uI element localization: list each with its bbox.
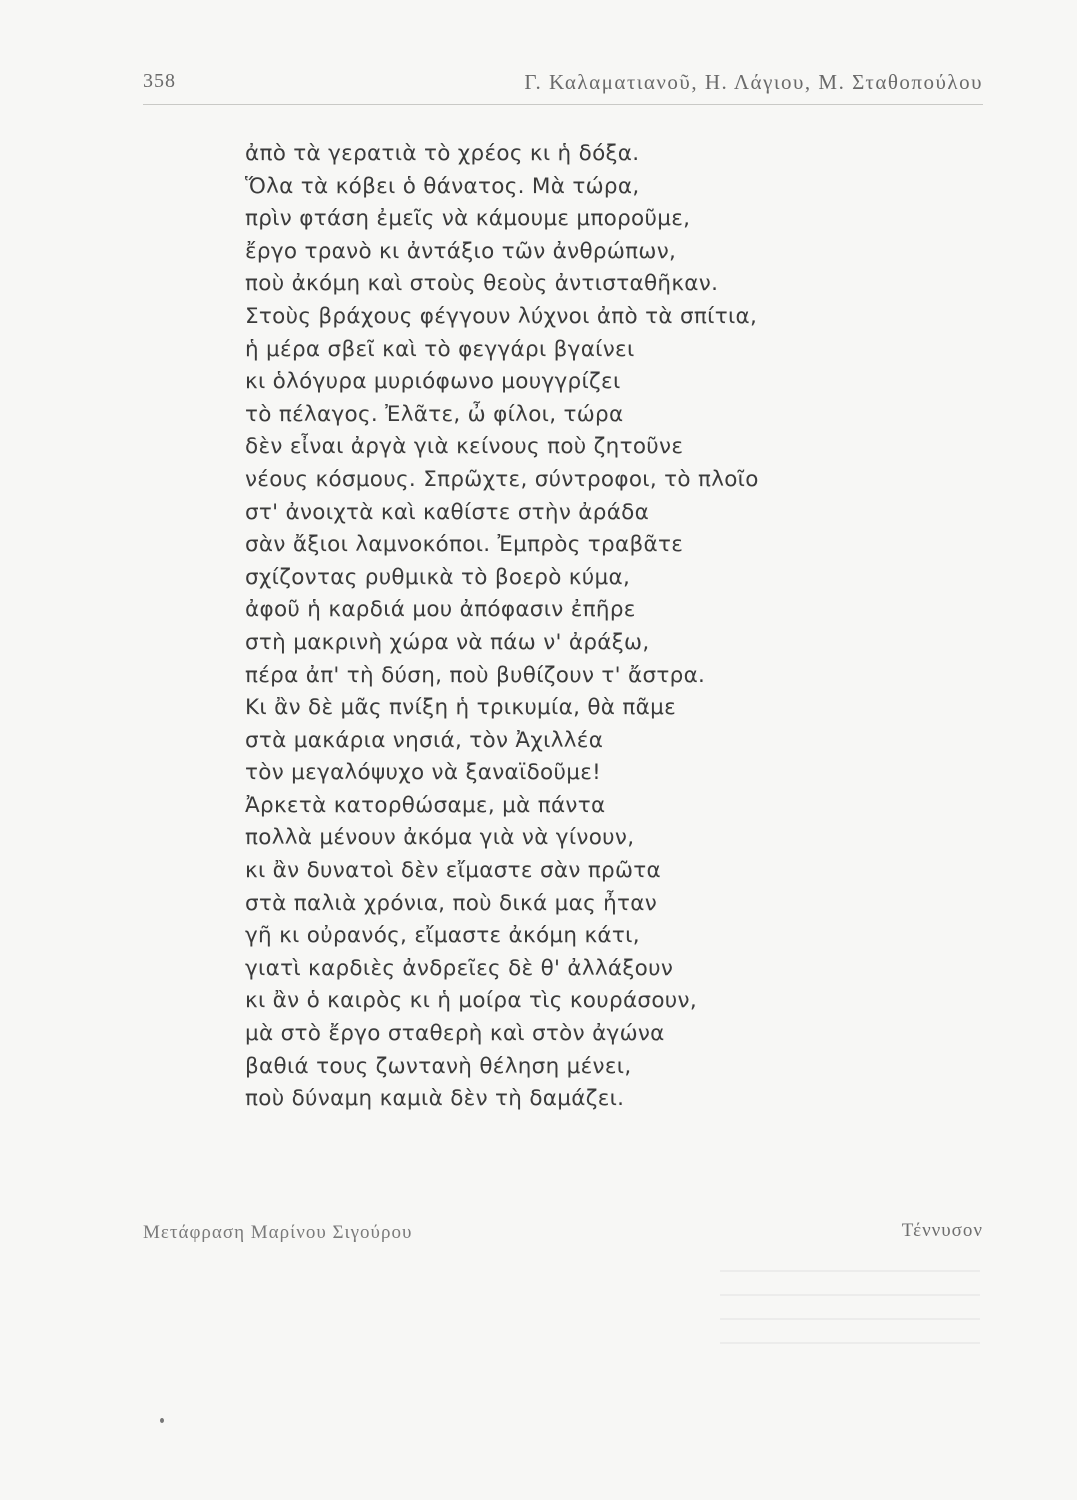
poem-line: στὰ μακάρια νησιά, τὸν Ἀχιλλέα xyxy=(245,727,604,753)
author-name: Τέννυσον xyxy=(901,1220,983,1241)
poem-line: ἡ μέρα σβεῖ καὶ τὸ φεγγάρι βγαίνει xyxy=(245,336,635,362)
poem-line: ποὺ ἀκόμη καὶ στοὺς θεοὺς ἀντισταθῆκαν. xyxy=(245,271,719,297)
poem-line: στ' ἀνοιχτὰ καὶ καθίστε στὴν ἀράδα xyxy=(245,499,650,525)
poem-line: τὸν μεγαλόψυχο νὰ ξαναϊδοῦμε! xyxy=(245,760,602,786)
poem-line: Ἀρκετὰ κατορθώσαμε, μὰ πάντα xyxy=(245,792,606,818)
poem-line: γιατὶ καρδιὲς ἀνδρεῖες δὲ θ' ἀλλάξουν xyxy=(245,955,674,981)
show-through-texture xyxy=(720,1270,980,1380)
translator-credit: Μετάφραση Μαρίνου Σιγούρου xyxy=(143,1222,413,1243)
poem-line: κι ἂν δυνατοὶ δὲν εἴμαστε σὰν πρῶτα xyxy=(245,858,662,884)
poem-text xyxy=(245,138,865,1116)
poem-line: στὴ μακρινὴ χώρα νὰ πάω ν' ἀράξω, xyxy=(245,629,650,655)
poem-line: κι ὁλόγυρα μυριόφωνο μουγγρίζει xyxy=(245,369,621,395)
poem-line: ἀπὸ τὰ γερατιὰ τὸ χρέος κι ἡ δόξα. xyxy=(245,141,640,166)
poem-line: νέους κόσμους. Σπρῶχτε, σύντροφοι, τὸ πλοῖο xyxy=(245,466,759,492)
paper-speck xyxy=(160,1418,164,1423)
poem-line: στὰ παλιὰ χρόνια, ποὺ δικά μας ἦταν xyxy=(245,890,658,916)
poem-line: πολλὰ μένουν ἀκόμα γιὰ νὰ γίνουν, xyxy=(245,825,635,851)
page-footer xyxy=(143,1218,983,1248)
poem-line: σὰν ἄξιοι λαμνοκόποι. Ἐμπρὸς τραβᾶτε xyxy=(245,532,684,558)
header-rule xyxy=(143,104,983,105)
poem-line: μὰ στὸ ἔργο σταθερὴ καὶ στὸν ἀγώνα xyxy=(245,1021,665,1047)
poem-line: γῆ κι οὐρανός, εἴμαστε ἀκόμη κάτι, xyxy=(245,923,640,949)
poem-line: Στοὺς βράχους φέγγουν λύχνοι ἀπὸ τὰ σπίτια, xyxy=(245,303,758,329)
running-head: Γ. Καλαματιανοῦ, Η. Λάγιου, Μ. Σταθοπούλου xyxy=(524,70,983,94)
poem-line: δὲν εἶναι ἀργὰ γιὰ κείνους ποὺ ζητοῦνε xyxy=(245,434,684,460)
poem-line: Ὅλα τὰ κόβει ὁ θάνατος. Μὰ τώρα, xyxy=(245,173,640,199)
poem-line: βαθιά τους ζωντανὴ θέληση μένει, xyxy=(245,1053,632,1079)
poem-line: σχίζοντας ρυθμικὰ τὸ βοερὸ κύμα, xyxy=(245,564,631,590)
poem-line: ἀφοῦ ἡ καρδιά μου ἀπόφασιν ἐπῆρε xyxy=(245,597,636,623)
poem-line: κι ἂν ὁ καιρὸς κι ἡ μοίρα τὶς κουράσουν, xyxy=(245,988,697,1014)
poem-line: ποὺ δύναμη καμιὰ δὲν τὴ δαμάζει. xyxy=(245,1086,625,1112)
poem-line: Κι ἂν δὲ μᾶς πνίξη ἡ τρικυμία, θὰ πᾶμε xyxy=(245,695,677,721)
page-number: 358 xyxy=(143,70,176,92)
page-header xyxy=(143,68,983,104)
poem-line: πρὶν φτάση ἐμεῖς νὰ κάμουμε μποροῦμε, xyxy=(245,206,691,232)
poem-line: τὸ πέλαγος. Ἐλᾶτε, ὦ φίλοι, τώρα xyxy=(245,401,624,427)
poem-line: ἔργο τρανὸ κι ἀντάξιο τῶν ἀνθρώπων, xyxy=(245,238,677,264)
poem-line: πέρα ἀπ' τὴ δύση, ποὺ βυθίζουν τ' ἄστρα. xyxy=(245,662,706,688)
